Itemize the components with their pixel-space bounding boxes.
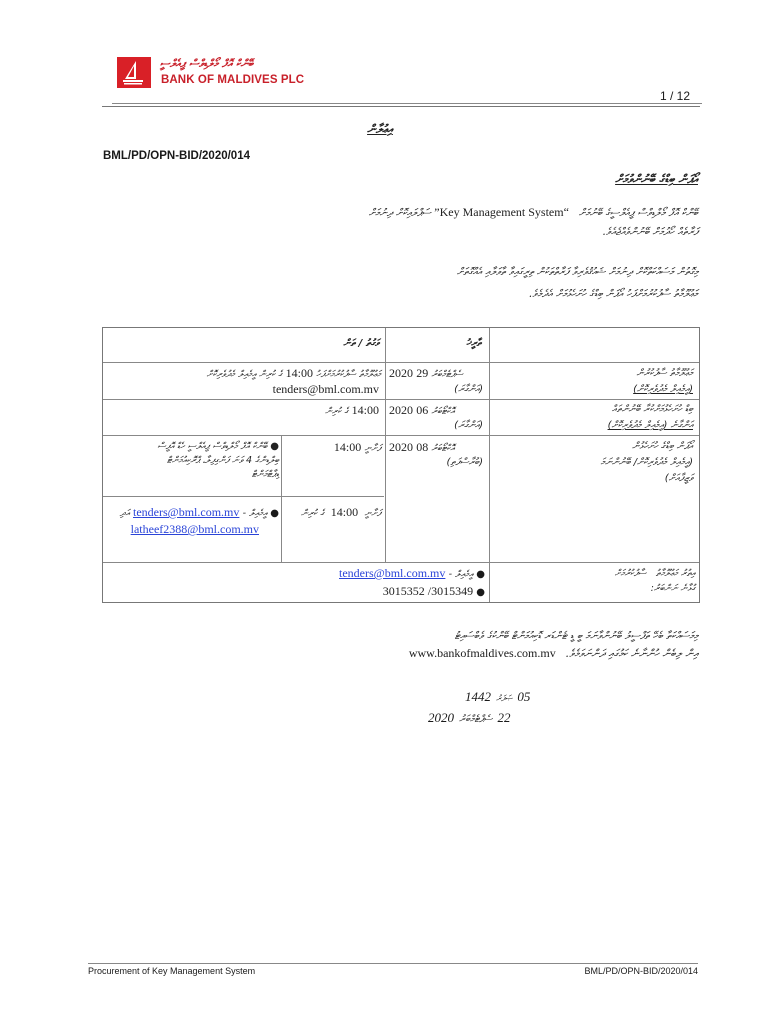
row2-weekday: (އަންގާރަ) xyxy=(454,420,483,431)
row1-time-suffix: ގެ ކުރިން އީމެއިލް މެދުވެރިކޮށް xyxy=(206,369,283,380)
row1-date-year: 2020 xyxy=(389,366,413,380)
row3-sub1-place-text1: ބޭންކް އޮފް މޯލްޑިވްސް ޕީއެލްސީ ހެޑް އޮފީސް xyxy=(157,441,268,452)
row1-label-line1: މަޢުލޫމާތު ސާފުކުރުން xyxy=(636,368,693,379)
table-divider xyxy=(103,399,699,400)
row2-date xyxy=(389,403,485,418)
hijri-day: 05 xyxy=(517,689,531,704)
gregorian-year: 2020 xyxy=(428,710,454,725)
row2-time-suffix: ގެ ކުރިން xyxy=(325,406,349,417)
schedule-table xyxy=(102,327,700,603)
row4-label xyxy=(491,568,695,594)
hijri-year: 1442 xyxy=(465,689,491,704)
row2-time-value: 14:00 xyxy=(351,403,379,417)
row3-sub1-place-line2: ބިލްޑިންގެ 4 ވަނަ ފަންގިފިލާ، ޕްރޮކިއުމަންޓް xyxy=(166,455,279,466)
row4-label-line3: ގުޅާނެ ނަންބަރު: xyxy=(650,583,695,594)
header-rule xyxy=(112,103,702,104)
date-gregorian xyxy=(428,707,510,726)
row3-sub1-place-line1 xyxy=(107,441,279,452)
row3-sub1-time xyxy=(285,440,381,455)
bullet-icon: ● xyxy=(270,441,279,452)
row3-sub1-time-value: 14:00 xyxy=(333,440,362,454)
row3-sub2-email-prefix: އީމެއިލް - xyxy=(242,508,268,519)
bullet-icon: ● xyxy=(270,508,279,519)
website-link[interactable]: www.bankofmaldives.com.mv xyxy=(408,646,556,660)
row2-label-line1: ބިޑް ހުށަހެޅުމަށްކުރާ ބޭނުންތައް xyxy=(611,404,693,415)
row3-sub2-time xyxy=(285,505,381,520)
header-time-place: ވަގުތު / ތަން xyxy=(343,338,379,349)
row1-label-line2: (އީމެއިލް މެދުވެރިކޮށް) xyxy=(633,384,693,395)
closing-line-1: މިމަސައްކަތާ ބެހޭ ތަފްސީލު ބޭނުންވާނަމަ ބީ ޑީ ޓެންޑަރ ޑޮކިއުމަންޓް ބޭންކުގެ ވެބްސައިޓު xyxy=(454,630,698,642)
para1-english-term: “Key Management System” xyxy=(434,205,569,219)
row4-email-prefix: އީމެއިލް - xyxy=(448,569,474,580)
row1-time-prefix: މަޢުލޫމާތު ސާފުކުރުމަށްފަހު xyxy=(316,369,381,380)
table-divider xyxy=(489,562,490,602)
row2-date-month: އޮކްޓޯބަރު xyxy=(431,406,455,417)
reference-number: BML/PD/OPN-BID/2020/014 xyxy=(103,150,250,162)
row3-label-line3: ވަޒީފާއަށް) xyxy=(664,473,693,484)
row2-date-year: 2020 xyxy=(389,403,413,417)
row3-sub2-email2-link[interactable]: latheef2388@bml.com.mv xyxy=(130,522,259,536)
row1-date-day: 29 xyxy=(416,366,429,380)
table-divider xyxy=(103,435,699,436)
page-indicator: 1 / 12 xyxy=(659,89,690,103)
row3-weekday: (ބުރާސްފަތި) xyxy=(446,457,483,468)
row1-email[interactable]: tenders@bml.com.mv xyxy=(272,382,379,396)
page-title: އިޢުލާން xyxy=(367,122,393,136)
row4-phones: 3015352 /3015349 xyxy=(382,584,474,598)
row1-date xyxy=(389,366,485,381)
bullet-icon: ● xyxy=(476,587,485,598)
row2-time xyxy=(325,403,379,418)
logo-thaana-name: ބޭންކް އޮފް މޯލްޑިވްސް ޕީއެލްސީ xyxy=(160,57,254,70)
row3-sub1-time-label: ފަށާނީ xyxy=(364,443,381,454)
row3-sub2-email1-link[interactable]: tenders@bml.com.mv xyxy=(133,505,240,519)
row3-sub1-place xyxy=(107,441,279,480)
row1-time-value: 14:00 xyxy=(285,366,313,380)
row3-label-line1: އޯޕަން ބިޑްގެ ހުށަހެޅުން xyxy=(632,441,693,452)
gregorian-month: ސެޕްޓެމްބަރު xyxy=(459,714,493,725)
closing-line-2-text: އިން ލިބެން ހުންނާނެ ކަމުގައި ދަންނަވަމެވެ. xyxy=(565,647,698,660)
row3-label-line2: (އީމެއިލް މެދުވެރިކޮށް/ ބޭނުންނަމަ xyxy=(600,457,693,468)
hijri-month: ޞަފަރު xyxy=(496,694,513,704)
row2-label-line2: އަންގާނެ (އީމެއިލް މެދުވެރިކޮށް) xyxy=(607,420,693,431)
gregorian-day: 22 xyxy=(497,710,511,725)
row1-time xyxy=(109,366,381,381)
row3-date-year: 2020 xyxy=(389,440,413,454)
table-divider xyxy=(103,496,384,497)
row4-label-line2: ސާފުކުރުމަށް xyxy=(614,568,647,579)
table-divider xyxy=(103,562,699,563)
table-divider xyxy=(489,328,490,562)
row4-label-line1: އިތުރު މަޢުލޫމާތު xyxy=(655,568,695,579)
bullet-icon: ● xyxy=(476,569,485,580)
row2-date-day: 06 xyxy=(416,403,429,417)
date-hijri xyxy=(465,686,530,705)
footer-reference: BML/PD/OPN-BID/2020/014 xyxy=(584,966,698,976)
row3-sub2-time-suffix: ގެ ކުރިން xyxy=(300,508,325,519)
row3-sub2-time-value: 14:00 xyxy=(330,505,359,519)
table-divider xyxy=(103,362,699,363)
row1-weekday: (އަންގާރަ) xyxy=(454,384,483,395)
row3-sub2-time-label: ފަށާނީ xyxy=(364,508,381,519)
paragraph-1-line-1 xyxy=(369,205,698,220)
row4-email-link[interactable]: tenders@bml.com.mv xyxy=(339,566,446,580)
logo-bank-name: BANK OF MALDIVES PLC xyxy=(161,74,305,86)
row3-sub1-place-line3: ޑިޕާޓްމަންޓް xyxy=(251,469,279,480)
paragraph-1-line-2: ފަރާތެއް ހޯދުމަށް ބޭނުންވެއްޖެއެވެ. xyxy=(602,226,698,238)
row3-date-month: އޮކްޓޯބަރު xyxy=(431,443,455,454)
table-divider xyxy=(281,435,282,562)
bank-logo-icon xyxy=(117,57,151,88)
row3-sub2-place xyxy=(107,505,279,537)
row3-date-day: 08 xyxy=(416,440,429,454)
row4-contacts xyxy=(107,566,485,599)
subject-heading: އޯޕަން ބިޑްގެ ބޭނުންވުމަށް xyxy=(615,172,698,186)
row3-date xyxy=(389,440,485,455)
paragraph-2-line-2: މަޢުލޫމާތު ސާފުކުރުމަށްފަހު އޯޕަން ބިޑްގެ ހުށަހެޅުމަށް އެދެމެވެ. xyxy=(529,288,698,300)
paragraph-2-line-1: މިގޮތުން މަސައްކަތްކޮށް ދިނުމަށް ޝައުޤުވެރިވާ ފަރާތްތަކުން ތިރީގައިވާ ތާވަލާއި އެއްގޮތަށް xyxy=(456,266,698,278)
row3-sub2-and: އަދި xyxy=(119,508,130,519)
header-date: ތާރީޚު xyxy=(466,338,481,349)
para1-before: ބޭންކް އޮފް މޯލްޑިވްސް ޕީއެލްސީގެ ބޭނުމަށް xyxy=(578,207,698,219)
table-divider xyxy=(385,328,386,562)
header-rule-bottom xyxy=(102,106,700,107)
row1-date-month: ސެޕްޓެމްބަރު xyxy=(431,369,463,380)
closing-line-2 xyxy=(409,646,698,661)
footer-title: Procurement of Key Management System xyxy=(88,966,256,976)
footer-rule xyxy=(88,963,698,964)
para1-after: ސަޕްލައިކޮށް ދިނުމަށް xyxy=(368,207,431,219)
